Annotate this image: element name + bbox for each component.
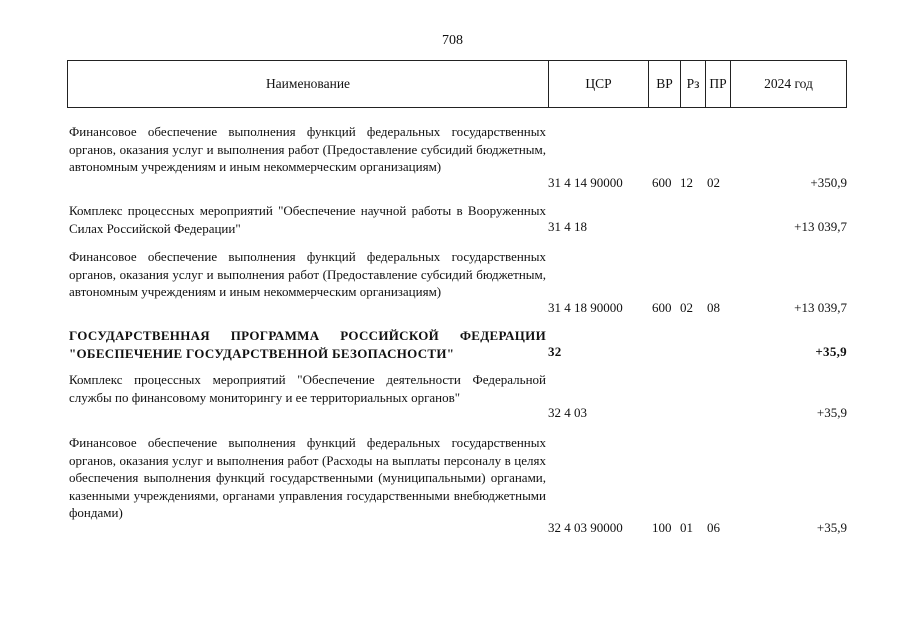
row-pr: 08 (707, 300, 720, 315)
header-name: Наименование (265, 76, 351, 91)
header-csr: ЦСР (585, 76, 612, 91)
row-description: Финансовое обеспечение выполнения функций федеральных государственных органов, оказания услуг и выполнения работ (Предоставление субсидий бюджетным, автономным учреждениям и иным некоммерческим организациям) (69, 124, 546, 174)
page-number: 708 (442, 33, 463, 48)
row-amount: +13 039,7 (794, 300, 847, 315)
row-amount: +35,9 (816, 405, 847, 420)
row-description: Финансовое обеспечение выполнения функций федеральных государственных органов, оказания услуг и выполнения работ (Предоставление субсидий бюджетным, автономным учреждениям и иным некоммерческим организациям) (69, 249, 546, 299)
row-rz: 02 (680, 300, 693, 315)
row-amount: +35,9 (816, 520, 847, 535)
row-description: Комплекс процессных мероприятий "Обеспечение деятельности Федеральной службы по финансовому мониторингу и ее территориальных органов" (69, 372, 546, 405)
row-csr: 31 4 18 (548, 219, 587, 234)
row-description: ГОСУДАРСТВЕННАЯ ПРОГРАММА РОССИЙСКОЙ ФЕДЕРАЦИИ "ОБЕСПЕЧЕНИЕ ГОСУДАРСТВЕННОЙ БЕЗОПАСНОСТИ" (69, 328, 546, 361)
row-rz: 01 (680, 520, 693, 535)
row-rz: 12 (680, 175, 693, 190)
row-amount: +350,9 (810, 175, 847, 190)
row-pr: 02 (707, 175, 720, 190)
row-csr: 32 4 03 (548, 405, 587, 420)
table-header (67, 60, 847, 108)
row-amount: +35,9 (815, 344, 847, 359)
row-description: Финансовое обеспечение выполнения функций федеральных государственных органов, оказания услуг и выполнения работ (Расходы на выплаты персоналу в целях обеспечения выполнения функций государственными (муниципальными) органами, казенными учреждениями, органами управления государственными внебюджетными фондами) (69, 435, 546, 520)
row-vr: 600 (652, 300, 672, 315)
row-vr: 600 (652, 175, 672, 190)
row-vr: 100 (652, 520, 672, 535)
header-rz: Рз (686, 76, 700, 91)
header-vr: ВР (656, 76, 673, 91)
row-csr: 31 4 14 90000 (548, 175, 623, 190)
row-pr: 06 (707, 520, 720, 535)
row-description: Комплекс процессных мероприятий "Обеспечение научной работы в Вооруженных Силах Российской Федерации" (69, 203, 546, 236)
row-csr: 32 (548, 344, 562, 359)
row-csr: 32 4 03 90000 (548, 520, 623, 535)
header-year: 2024 год (764, 76, 813, 91)
header-pr: ПР (709, 76, 727, 91)
row-csr: 31 4 18 90000 (548, 300, 623, 315)
row-amount: +13 039,7 (794, 219, 847, 234)
